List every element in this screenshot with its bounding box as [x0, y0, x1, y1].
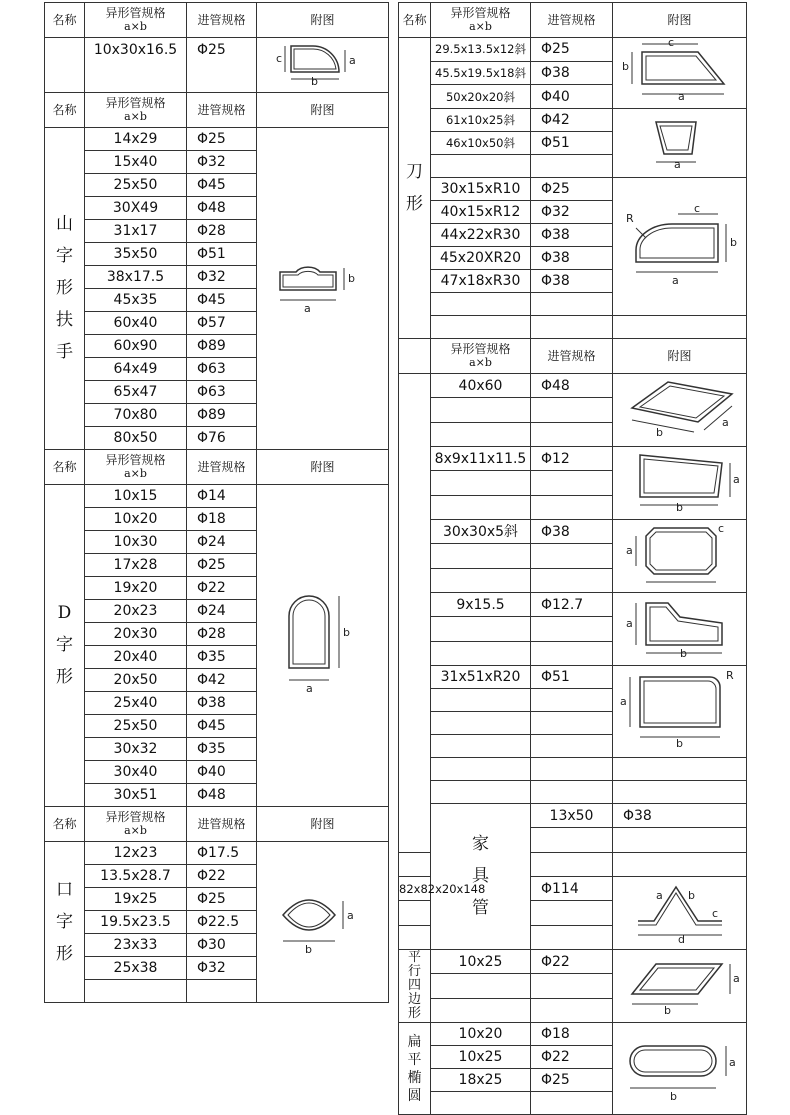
svg-text:a: a [619, 694, 627, 708]
spec-cell: 20x40 [85, 646, 187, 669]
spec-cell [431, 641, 531, 665]
table-cell: 名称 [45, 450, 85, 485]
table-cell: 异形管规格 a×b [85, 450, 187, 485]
category-kou: 口字形 [45, 842, 85, 1003]
svg-text:b: b [663, 1004, 671, 1017]
eye-oval-profile-figure [273, 879, 373, 959]
table-cell: 进管规格 [187, 93, 257, 128]
pipe-cell [531, 293, 613, 316]
figure-chamfer [613, 520, 747, 593]
triangle-tube-profile-figure [618, 877, 742, 946]
pipe-cell: Φ25 [531, 38, 613, 62]
spec-cell: 10x25 [431, 1046, 531, 1069]
figure-quad [613, 447, 747, 520]
spec-cell: 25x50 [85, 715, 187, 738]
spec-cell [431, 316, 531, 339]
svg-text:a: a [303, 301, 311, 315]
spec-cell: 17x28 [85, 554, 187, 577]
table-row [45, 485, 389, 508]
table-cell: 名称 [399, 3, 431, 38]
spec-cell [431, 155, 531, 178]
pipe-cell [531, 998, 613, 1022]
spec-cell: 80x50 [85, 427, 187, 450]
category-jiaju: 家具管 [431, 804, 531, 950]
spec-cell: 45.5x19.5x18斜 [431, 61, 531, 85]
header-shape-spec: 异形管规格 a×b [85, 3, 187, 38]
svg-text:d: d [677, 933, 685, 946]
table-header [45, 807, 389, 842]
pipe-cell: Φ22 [531, 950, 613, 974]
svg-text:a: a [655, 889, 663, 902]
figure-rect-r [613, 666, 747, 758]
spec-cell: 45x35 [85, 289, 187, 312]
svg-text:a: a [305, 681, 313, 695]
spec-cell [431, 617, 531, 641]
svg-text:R: R [725, 668, 734, 682]
table-cell: 进管规格 [531, 3, 613, 38]
pipe-cell: Φ51 [187, 243, 257, 266]
spec-cell: 61x10x25斜 [431, 109, 531, 132]
figure-semi-d [257, 38, 389, 93]
pipe-cell: Φ42 [187, 669, 257, 692]
spec-cell: 31x17 [85, 220, 187, 243]
trapezoid-profile-figure [620, 38, 740, 102]
spec-cell [431, 568, 531, 592]
pipe-cell: Φ63 [187, 358, 257, 381]
spec-cell [431, 398, 531, 422]
spec-cell [431, 1092, 531, 1115]
svg-text:c: c [711, 907, 718, 920]
pipe-cell [531, 398, 613, 422]
svg-text:a: a [625, 617, 633, 630]
pipe-cell: Φ114 [531, 877, 613, 901]
spec-cell: 64x49 [85, 358, 187, 381]
pipe-cell: Φ18 [531, 1023, 613, 1046]
table-row [399, 666, 747, 689]
pipe-cell [531, 155, 613, 178]
pipe-cell [531, 471, 613, 495]
spec-cell: 15x40 [85, 151, 187, 174]
pipe-cell: Φ76 [187, 427, 257, 450]
svg-text:a: a [721, 416, 729, 429]
pipe-cell [531, 758, 613, 781]
svg-text:a: a [625, 544, 633, 557]
svg-text:b: b [679, 647, 687, 660]
table-header [399, 3, 747, 38]
svg-text:a: a [677, 90, 685, 103]
svg-text:b: b [621, 60, 629, 73]
table-row [399, 758, 747, 781]
pipe-cell: Φ25 [187, 38, 257, 93]
spec-cell: 35x50 [85, 243, 187, 266]
svg-text:a: a [671, 273, 679, 287]
table-row [399, 950, 747, 974]
svg-text:c: c [275, 52, 282, 65]
pipe-cell: Φ28 [187, 623, 257, 646]
table-cell: 异形管规格 a×b [431, 339, 531, 374]
pipe-cell: Φ25 [187, 888, 257, 911]
pipe-cell: Φ48 [531, 374, 613, 398]
pipe-cell: Φ22 [187, 577, 257, 600]
spec-cell: 30x15xR10 [431, 178, 531, 201]
parallelogram-profile-figure [618, 950, 742, 1016]
table-row [399, 1023, 747, 1046]
blade-radius-profile-figure [618, 194, 742, 294]
pipe-cell: Φ48 [187, 784, 257, 807]
spec-cell: 20x23 [85, 600, 187, 623]
spec-cell [431, 781, 531, 804]
pipe-cell: Φ48 [187, 197, 257, 220]
spec-cell [531, 828, 613, 852]
figure-rhombus [613, 374, 747, 447]
figure-d-shape [257, 485, 389, 807]
pipe-cell [531, 735, 613, 758]
pipe-cell: Φ28 [187, 220, 257, 243]
svg-text:a: a [732, 473, 740, 486]
pipe-cell: Φ22 [531, 1046, 613, 1069]
pipe-cell: Φ38 [531, 224, 613, 247]
spec-cell: 50x20x20斜 [431, 85, 531, 109]
spec-cell: 31x51xR20 [431, 666, 531, 689]
spec-cell: 30x51 [85, 784, 187, 807]
svg-text:a: a [732, 972, 740, 985]
pipe-cell: Φ12.7 [531, 593, 613, 617]
svg-text:c: c [693, 201, 700, 215]
inverted-trapezoid-figure [630, 110, 730, 170]
spec-cell [399, 901, 431, 925]
pipe-cell: Φ40 [531, 85, 613, 109]
spec-cell [431, 758, 531, 781]
figure-boot [613, 593, 747, 666]
svg-text:b: b [675, 501, 683, 514]
pipe-cell: Φ22 [187, 865, 257, 888]
spec-cell [431, 422, 531, 446]
spec-cell [431, 544, 531, 568]
header-name: 名称 [45, 3, 85, 38]
svg-text:R: R [625, 211, 634, 225]
figure-trapezoid-a [613, 38, 747, 109]
table-row [399, 38, 747, 62]
spec-cell: 19x20 [85, 577, 187, 600]
spec-cell: 10x20 [85, 508, 187, 531]
pipe-cell [531, 901, 613, 925]
spec-cell: 10x30x16.5 [85, 38, 187, 93]
pipe-cell: Φ45 [187, 289, 257, 312]
pipe-cell: Φ51 [531, 666, 613, 689]
rect-corner-radius-figure [618, 669, 742, 749]
pipe-cell: Φ32 [531, 201, 613, 224]
pipe-cell: Φ38 [531, 270, 613, 293]
table-row [399, 374, 747, 398]
pipe-cell: Φ35 [187, 738, 257, 761]
table-row [399, 178, 747, 201]
spec-cell: 10x30 [85, 531, 187, 554]
table-cell: 进管规格 [187, 807, 257, 842]
pipe-cell: Φ38 [613, 804, 747, 828]
spec-cell: 70x80 [85, 404, 187, 427]
pipe-cell: Φ24 [187, 531, 257, 554]
spec-cell [431, 471, 531, 495]
spec-cell: 25x50 [85, 174, 187, 197]
left-spec-table [44, 2, 388, 1003]
spec-cell: 10x20 [431, 1023, 531, 1046]
header-pipe-spec: 进管规格 [187, 3, 257, 38]
table-cell: 进管规格 [187, 450, 257, 485]
pipe-cell: Φ89 [187, 335, 257, 358]
pipe-cell [531, 974, 613, 998]
table-cell [399, 339, 431, 374]
pipe-cell: Φ22.5 [187, 911, 257, 934]
table-row [45, 842, 389, 865]
spec-cell: 40x15xR12 [431, 201, 531, 224]
spec-cell: 18x25 [431, 1069, 531, 1092]
figure-shan [257, 128, 389, 450]
table-row [399, 804, 747, 828]
right-trapezoid-figure [618, 447, 742, 513]
pipe-cell [531, 925, 613, 949]
pipe-cell [531, 781, 613, 804]
boot-profile-figure [618, 593, 742, 659]
pipe-cell [531, 316, 613, 339]
spec-cell [431, 495, 531, 519]
pipe-cell [531, 641, 613, 665]
spec-cell: 82x82x20x148 [399, 877, 431, 901]
pipe-cell [613, 828, 747, 852]
category-dao: 刀形 [399, 38, 431, 339]
spec-cell: 30x32 [85, 738, 187, 761]
spec-cell [431, 735, 531, 758]
spec-cell: 8x9x11x11.5 [431, 447, 531, 471]
flat-oval-profile-figure [618, 1026, 742, 1106]
table-row [45, 128, 389, 151]
spec-cell: 47x18xR30 [431, 270, 531, 293]
svg-text:b: b [342, 625, 350, 639]
spec-cell: 30X49 [85, 197, 187, 220]
spec-cell: 44x22xR30 [431, 224, 531, 247]
pipe-cell: Φ45 [187, 174, 257, 197]
pipe-cell: Φ24 [187, 600, 257, 623]
table-cell: 附图 [257, 807, 389, 842]
chamfered-rect-figure [618, 520, 742, 586]
table-row [399, 520, 747, 544]
spec-cell [85, 980, 187, 1003]
spec-cell: 14x29 [85, 128, 187, 151]
table-cell: 异形管规格 a×b [85, 807, 187, 842]
table-cell: 附图 [257, 450, 389, 485]
pipe-cell: Φ45 [187, 715, 257, 738]
semi-d-profile-figure [273, 38, 373, 86]
pipe-cell [531, 852, 613, 876]
pipe-cell: Φ25 [531, 1069, 613, 1092]
table-row [399, 781, 747, 804]
category-d-shape: D字形 [45, 485, 85, 807]
category-parallelogram: 平行四边形 [399, 950, 431, 1023]
spec-cell: 65x47 [85, 381, 187, 404]
pipe-cell: Φ89 [187, 404, 257, 427]
figure-parallelogram [613, 950, 747, 1023]
pipe-cell: Φ40 [187, 761, 257, 784]
spec-cell: 19.5x23.5 [85, 911, 187, 934]
pipe-cell: Φ17.5 [187, 842, 257, 865]
spec-cell: 10x15 [85, 485, 187, 508]
right-spec-table [398, 2, 746, 1115]
spec-cell: 29.5x13.5x12斜 [431, 38, 531, 62]
figure-blade-r [613, 178, 747, 316]
table-header [45, 93, 389, 128]
svg-text:a: a [348, 54, 356, 67]
svg-text:b: b [729, 235, 737, 249]
spec-cell: 25x40 [85, 692, 187, 715]
spec-cell: 10x25 [431, 950, 531, 974]
spec-cell: 30x40 [85, 761, 187, 784]
spec-cell: 12x23 [85, 842, 187, 865]
pipe-cell: Φ38 [187, 692, 257, 715]
spec-cell: 20x50 [85, 669, 187, 692]
table-header [45, 3, 389, 38]
pipe-cell [187, 980, 257, 1003]
table-header [45, 450, 389, 485]
spec-cell: 45x20XR20 [431, 247, 531, 270]
table-cell [613, 316, 747, 339]
pipe-cell: Φ38 [531, 520, 613, 544]
spec-cell: 30x30x5斜 [431, 520, 531, 544]
figure-trapezoid-b [613, 109, 747, 178]
pipe-cell [531, 689, 613, 712]
table-row [399, 109, 747, 132]
table-cell: 名称 [45, 93, 85, 128]
header-figure: 附图 [257, 3, 389, 38]
table-cell: 进管规格 [531, 339, 613, 374]
svg-text:c: c [717, 522, 724, 535]
spec-cell: 13x50 [531, 804, 613, 828]
spec-cell: 20x30 [85, 623, 187, 646]
shan-profile-figure [268, 256, 378, 316]
table-row [399, 316, 747, 339]
category-misc [399, 374, 431, 853]
pipe-cell: Φ63 [187, 381, 257, 404]
spec-cell: 19x25 [85, 888, 187, 911]
pipe-cell: Φ25 [531, 178, 613, 201]
pipe-cell: Φ25 [187, 128, 257, 151]
pipe-cell [531, 617, 613, 641]
pipe-cell: Φ35 [187, 646, 257, 669]
table-cell [613, 758, 747, 781]
svg-text:c: c [667, 36, 674, 49]
figure-jiaju-b [613, 877, 747, 950]
spec-cell: 25x38 [85, 957, 187, 980]
pipe-cell: Φ14 [187, 485, 257, 508]
table-cell: 附图 [257, 93, 389, 128]
spec-cell [431, 998, 531, 1022]
spec-cell: 23x33 [85, 934, 187, 957]
pipe-cell [531, 1092, 613, 1115]
svg-text:b: b [669, 1089, 677, 1103]
pipe-cell: Φ42 [531, 109, 613, 132]
spec-cell [399, 852, 431, 876]
svg-text:a: a [346, 909, 354, 922]
figure-flat-oval [613, 1023, 747, 1115]
spec-cell: 13.5x28.7 [85, 865, 187, 888]
svg-text:b: b [655, 426, 663, 439]
pipe-cell: Φ25 [187, 554, 257, 577]
spec-cell: 9x15.5 [431, 593, 531, 617]
skewed-quad-figure [618, 374, 742, 440]
table-cell [45, 38, 85, 93]
svg-text:b: b [687, 889, 695, 902]
spec-cell [431, 293, 531, 316]
pipe-cell [531, 712, 613, 735]
svg-text:a: a [728, 1055, 736, 1069]
pipe-cell: Φ38 [531, 247, 613, 270]
pipe-cell: Φ32 [187, 266, 257, 289]
pipe-cell: Φ32 [187, 151, 257, 174]
svg-text:b: b [347, 271, 355, 285]
category-flat-oval: 扁平椭圆 [399, 1023, 431, 1115]
pipe-cell: Φ38 [531, 61, 613, 85]
spec-cell: 60x90 [85, 335, 187, 358]
spec-cell: 38x17.5 [85, 266, 187, 289]
pipe-cell [531, 568, 613, 592]
category-shan: 山字形扶手 [45, 128, 85, 450]
spec-cell [431, 689, 531, 712]
table-cell [613, 781, 747, 804]
svg-text:b: b [675, 736, 683, 750]
spec-cell: 40x60 [431, 374, 531, 398]
pipe-cell [531, 495, 613, 519]
table-header [399, 339, 747, 374]
table-row [45, 38, 389, 93]
svg-text:a: a [673, 158, 681, 171]
table-cell: 异形管规格 a×b [431, 3, 531, 38]
table-row [399, 593, 747, 617]
spec-cell [431, 974, 531, 998]
table-cell: 附图 [613, 339, 747, 374]
pipe-cell: Φ30 [187, 934, 257, 957]
table-cell: 名称 [45, 807, 85, 842]
svg-text:b: b [304, 943, 312, 956]
pipe-cell: Φ12 [531, 447, 613, 471]
pipe-cell: Φ57 [187, 312, 257, 335]
spec-cell: 60x40 [85, 312, 187, 335]
table-row [399, 447, 747, 471]
figure-kou [257, 842, 389, 1003]
d-profile-figure [273, 588, 373, 698]
spec-cell [431, 712, 531, 735]
pipe-cell: Φ18 [187, 508, 257, 531]
table-cell: 异形管规格 a×b [85, 93, 187, 128]
spec-cell [399, 925, 431, 949]
pipe-cell: Φ32 [187, 957, 257, 980]
table-cell: 附图 [613, 3, 747, 38]
pipe-cell: Φ51 [531, 132, 613, 155]
pipe-cell [531, 544, 613, 568]
svg-text:b: b [310, 75, 318, 88]
spec-cell: 46x10x50斜 [431, 132, 531, 155]
pipe-cell [531, 422, 613, 446]
